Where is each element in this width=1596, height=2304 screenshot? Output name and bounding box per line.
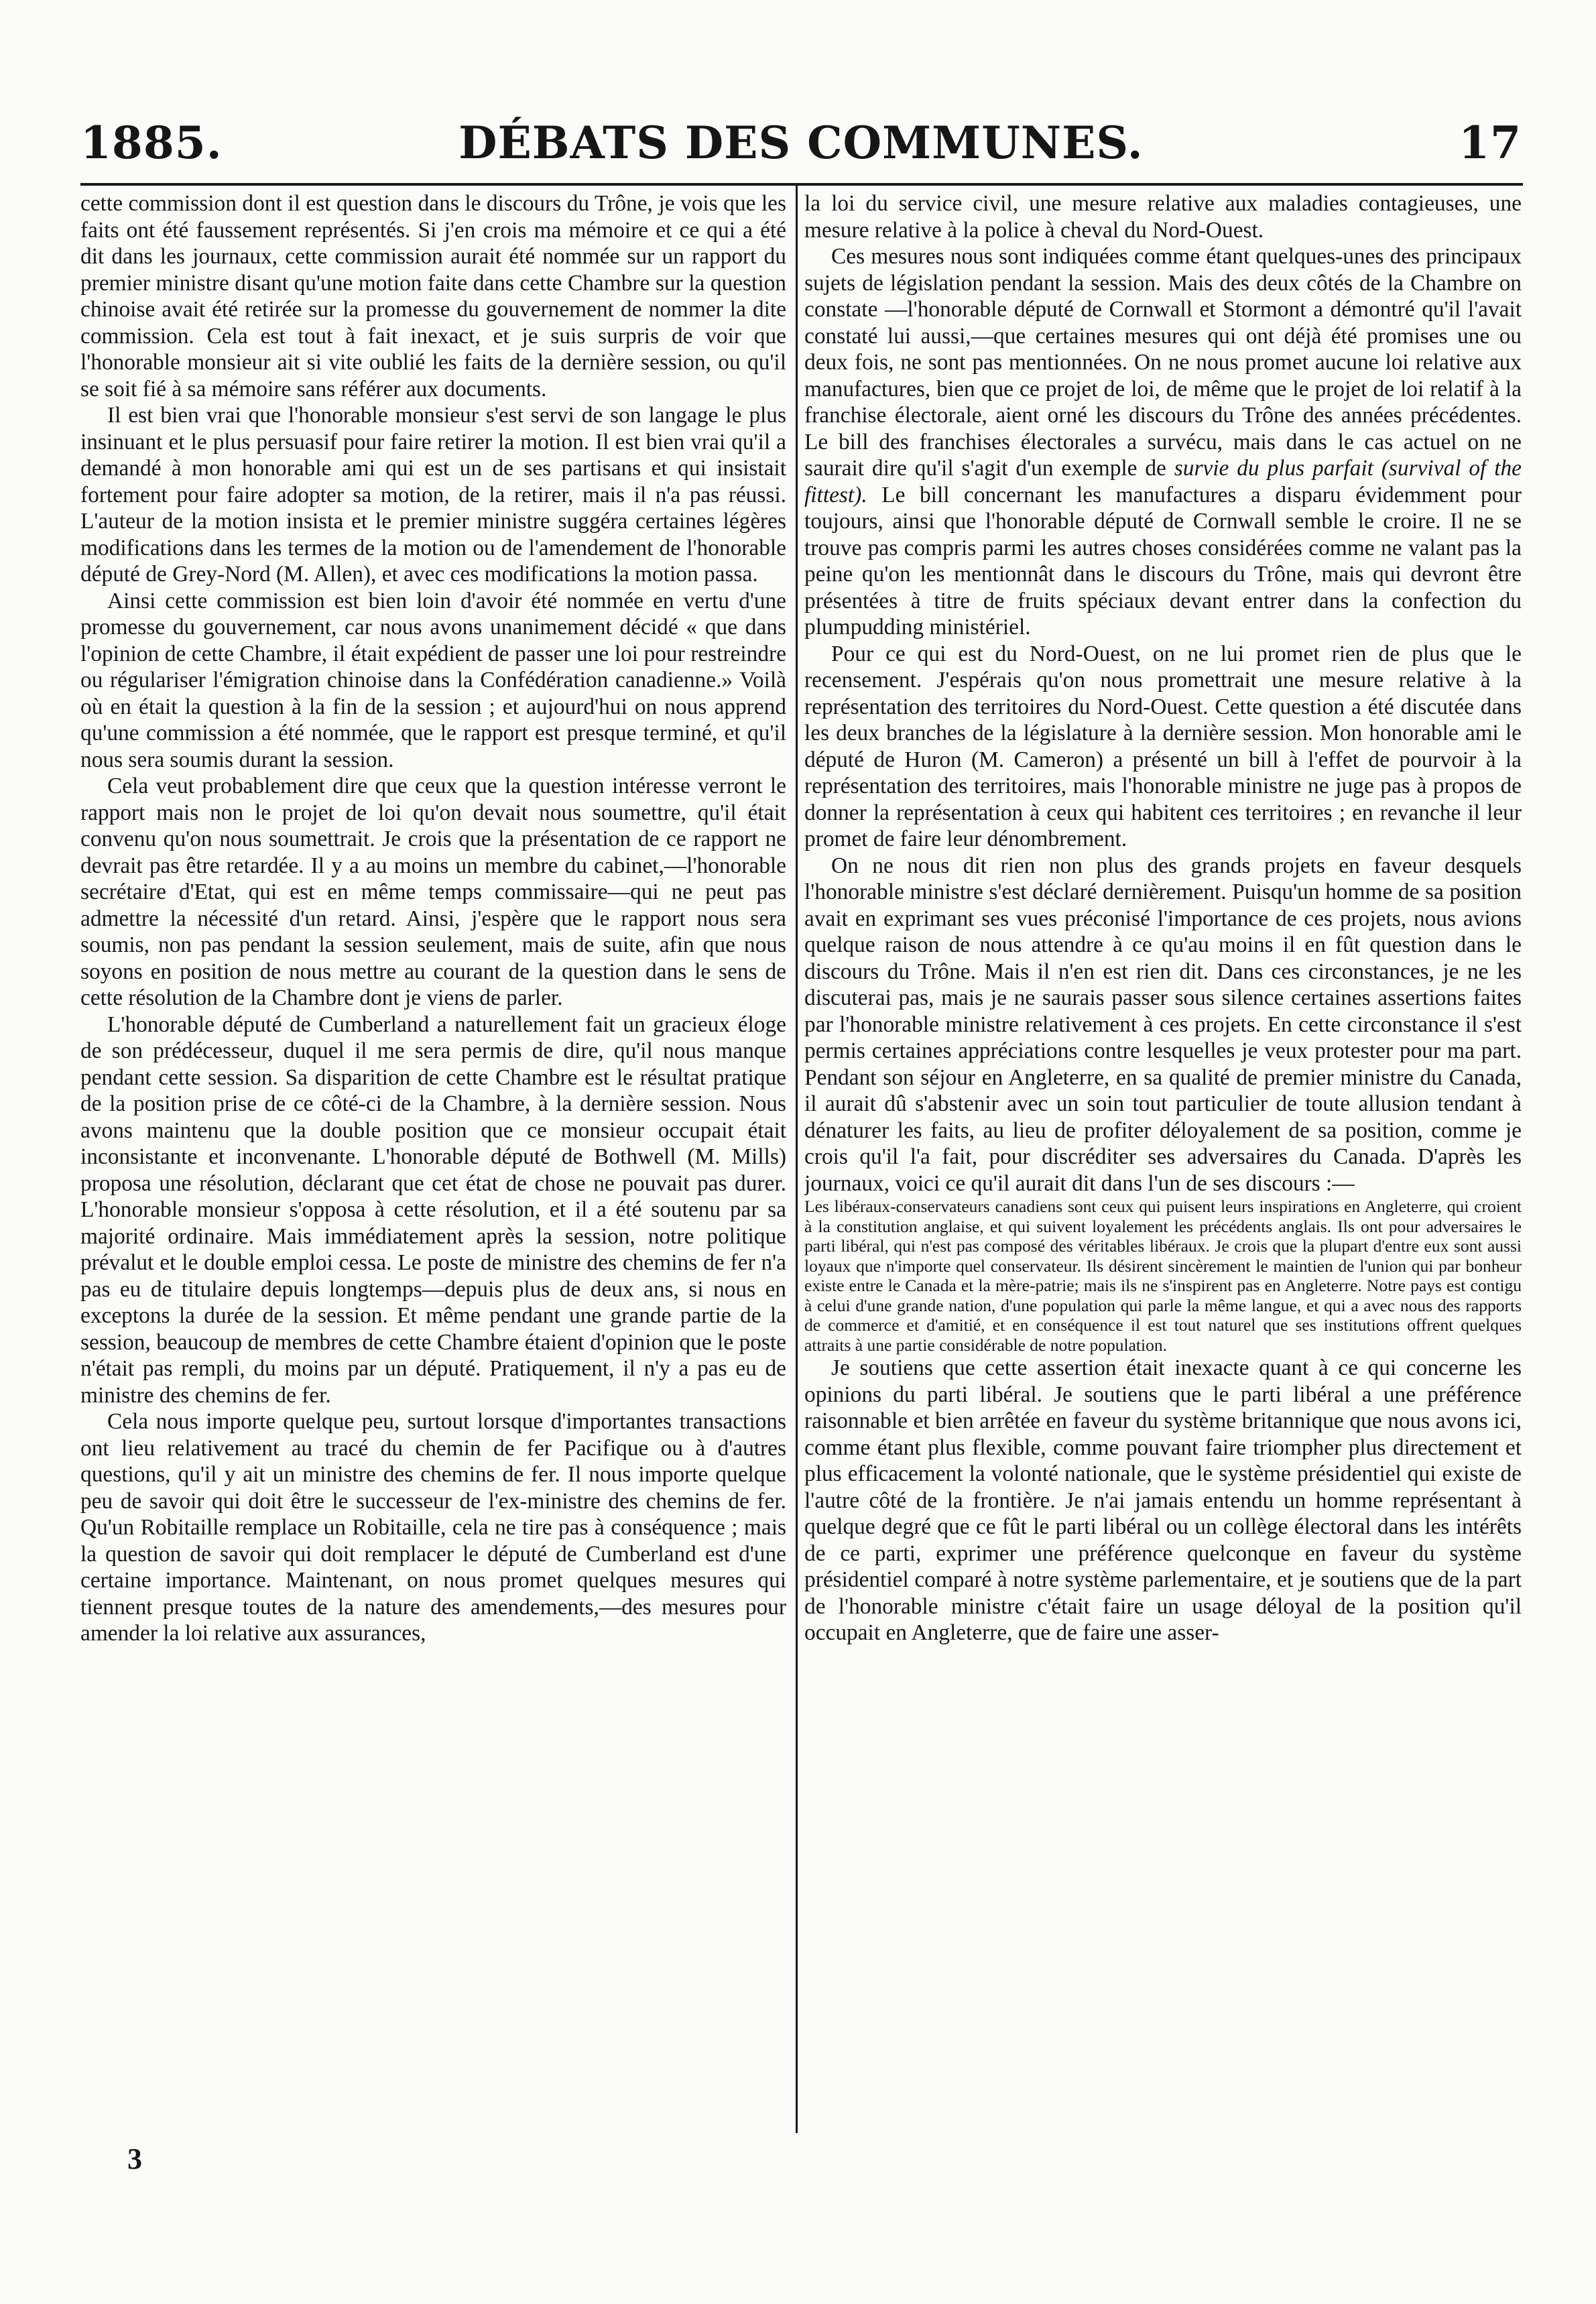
page-header xyxy=(80,106,1522,180)
left-paragraph-3: Ainsi cette commission est bien loin d'avoir été nommée en vertu d'une promesse du gouvernement, car nous avons unanimement décidé « que dans l'opinion de cette Chambre, il était expédient de passer une loi pour restreindre ou régulariser l'émigration chinoise dans la Confédération canadienne.» Voilà où en était la question à la fin de la session ; et aujourd'hui on nous apprend qu'une commission a été nommée, que le rapport est presque terminé, et qu'il nous sera soumis durant la session. xyxy=(80,588,786,772)
right-paragraph-5: Je soutiens que cette assertion était inexacte quant à ce qui concerne les opinions du parti libéral. Je soutiens que le parti libéral a une préférence raisonnable et bien arrêtée en faveur du système britannique que nous avons ici, comme étant plus flexible, comme pouvant faire triompher plus directement et plus efficacement la volonté nationale, que le système présidentiel qui existe de l'autre côté de la frontière. Je n'ai jamais entendu un homme représentant à quelque degré que ce fût le parti libéral ou un collège électoral dans les intérêts de ce parti, exprimer une préférence quelconque en faveur du système présidentiel comparé à notre système parlementaire, et je soutiens que de la part de l'honorable ministre c'était faire un usage déloyal de la position qu'il occupait en Angleterre, que de faire une asser- xyxy=(804,1355,1522,1645)
right-paragraph-2-italic: survie du plus parfait (survival of the fittest). xyxy=(804,456,1522,507)
left-paragraph-5: L'honorable député de Cumberland a naturellement fait un gracieux éloge de son prédécesseur, duquel il me sera permis de dire, qu'il nous manque pendant cette session. Sa disparition de cette Chambre est le résultat pratique de la position prise de ce côté-ci de la Chambre, à la dernière session. Nous avons maintenu que la double position que ce monsieur occupait était inconsistante et inconvenante. L'honorable député de Bothwell (M. Mills) proposa une résolution, déclarant que cet état de chose ne pouvait pas durer. L'honorable monsieur s'opposa à cette résolution, et il a été soutenu par sa majorité ordinaire. Mais immédiatement après la session, notre politique prévalut et le double emploi cessa. Le poste de ministre des chemins de fer n'a pas eu de titulaire depuis longtemps—depuis plus de deux ans, si nous en exceptons la durée de la session. Et même pendant une grande partie de la session, beaucoup de membres de cette Chambre étaient d'opinion que le poste n'était pas rempli, du moins par un député. Pratiquement, il n'y a pas eu de ministre des chemins de fer. xyxy=(80,1012,786,1408)
header-rule xyxy=(80,183,1523,186)
block-quote: Les libéraux-conservateurs canadiens sont ceux qui puisent leurs inspirations en Angleterre, qui croient à la constitution anglaise, et qui suivent loyalement les précédents anglais. Ils ont pour adversaires le parti libéral, qui n'est pas composé des véritables libéraux. Je crois que la plupart d'entre eux sont aussi loyaux que n'importe quel conservateur. Ils désirent sincèrement le maintien de l'union qui par bonheur existe entre le Canada et la mère-patrie; mais ils ne s'inspirent pas en Angleterre. Notre pays est contigu à celui d'une grande nation, d'une population qui parle la même langue, et qui a avec nous des rapports de commerce et d'amitié, et en conséquence il est tout naturel que ses institutions offrent quelques attraits à une partie considérable de notre population. xyxy=(804,1197,1522,1355)
right-column xyxy=(804,190,1522,2148)
left-paragraph-6: Cela nous importe quelque peu, surtout lorsque d'importantes transactions ont lieu relativement au tracé du chemin de fer Pacifique ou à d'autres questions, qu'il y ait un ministre des chemins de fer. Il nous importe quelque peu de savoir qui doit être le successeur de l'ex-ministre des chemins de fer. Qu'un Robitaille remplace un Robitaille, cela ne tire pas à conséquence ; mais la question de savoir qui doit remplacer le député de Cumberland est d'une certaine importance. Maintenant, on nous promet quelques mesures qui tiennent presque toutes de la nature des amendements,—des mesures pour amender la loi relative aux assurances, xyxy=(80,1409,786,1646)
right-paragraph-2-tail: Le bill concernant les manufactures a disparu évidemment pour toujours, ainsi que l'honorable député de Cornwall semble le croire. Il ne se trouve pas compris parmi les autres choses considérées comme ne valant pas la peine qu'on les mentionnât dans le discours du Trône, mais qui devront être présentées à titre de fruits spéciaux devant entrer dans la confection du plumpudding ministériel. xyxy=(804,482,1522,640)
right-paragraph-2 xyxy=(804,243,1522,641)
right-paragraph-4: On ne nous dit rien non plus des grands projets en faveur desquels l'honorable ministre s'est déclaré dernièrement. Puisqu'un homme de sa position avait en exprimant ses vues préconisé l'importance de ces projets, nous avions quelque raison de nous attendre à ce qu'au moins il en fût question dans le discours du Trône. Mais il n'en est rien dit. Dans ces circonstances, je ne les discuterai pas, mais je ne saurais passer sous silence certaines assertions faites par l'honorable ministre relativement à ces projets. En cette circonstance il s'est permis certaines appréciations contre lesquelles je veux protester pour ma part. Pendant son séjour en Angleterre, en sa qualité de premier ministre du Canada, il aurait dû s'abstenir avec un soin tout particulier de toute allusion tendant à dénaturer les faits, au lieu de profiter déloyalement de sa position, comme je crois qu'il l'a fait, pour discréditer ses adversaires du Canada. D'après les journaux, voici ce qu'il aurait dit dans l'un de ses discours :— xyxy=(804,853,1522,1196)
left-paragraph-4: Cela veut probablement dire que ceux que la question intéresse verront le rapport mais non le projet de loi qu'on devait nous soumettre, qu'il était convenu qu'on nous soumettrait. Je crois que la présentation de ce rapport ne devrait pas être retardée. Il y a au moins un membre du cabinet,—l'honorable secrétaire d'Etat, qui est en même temps commissaire—qui ne peut pas admettre la nécessité d'un retard. Ainsi, j'espère que le rapport nous sera soumis, non pas pendant la session seulement, mais de suite, afin que nous soyons en position de nous mettre au courant de la question dans le sens de cette résolution de la Chambre dont je viens de parler. xyxy=(80,774,786,1010)
column-divider xyxy=(796,186,798,2133)
right-paragraph-1: la loi du service civil, une mesure relative aux maladies contagieuses, une mesure relative à la police à cheval du Nord-Ouest. xyxy=(804,191,1522,243)
right-paragraph-3: Pour ce qui est du Nord-Ouest, on ne lui promet rien de plus que le recensement. J'espérais qu'on nous promettrait une mesure relative à la représentation des territoires du Nord-Ouest. Cette question a été discutée dans les deux branches de la législature à la dernière session. Mon honorable ami le député de Huron (M. Cameron) a présenté un bill à l'effet de pourvoir à la représentation des territoires, mais l'honorable ministre ne juge pas à propos de donner la représentation à ceux qui habitent ces territoires ; en revanche il leur promet de faire leur dénombrement. xyxy=(804,641,1522,851)
signature-mark: 3 xyxy=(127,2142,142,2175)
left-column xyxy=(80,190,786,2148)
header-year: 1885. xyxy=(80,117,223,169)
left-paragraph-1: cette commission dont il est question dans le discours du Trône, je vois que les faits ont été faussement représentés. Si j'en crois ma mémoire et ce qui a été dit dans les journaux, cette commission aurait été nommée sur un rapport du premier ministre disant qu'une motion faite dans cette Chambre sur la question chinoise avait été retirée sur la promesse du gouvernement de nommer la dite commission. Cela est tout à fait inexact, et je suis surpris de voir que l'honorable monsieur ait si vite oublié les faits de la dernière session, ou qu'il se soit fié à sa mémoire sans référer aux documents. xyxy=(80,191,786,402)
header-title: DÉBATS DES COMMUNES. xyxy=(458,117,1144,169)
header-page-number: 17 xyxy=(1459,117,1522,169)
right-paragraph-2-text: Ces mesures nous sont indiquées comme étant quelques-unes des principaux sujets de législation pendant la session. Mais des deux côtés de la Chambre on constate —l'honorable député de Cornwall et Stormont a démontré qu'il l'avait constaté lui aussi,—que certaines mesures qui ont déjà été promises une ou deux fois, ne sont pas mentionnées. On ne nous promet aucune loi relative aux manufactures, bien que ce projet de loi, de même que le projet de loi relatif à la franchise électorale, aient orné les discours du Trône des années précédentes. Le bill des franchises électorales a survécu, mais dans le cas actuel on ne saurait dire qu'il s'agit d'un exemple de xyxy=(804,244,1522,481)
left-paragraph-2: Il est bien vrai que l'honorable monsieur s'est servi de son langage le plus insinuant et le plus persuasif pour faire retirer la motion. Il est bien vrai qu'il a demandé à mon honorable ami qui est un de ses partisans et qui insistait fortement pour faire adopter sa motion, de la retirer, mais il n'a pas réussi. L'auteur de la motion insista et le premier ministre suggéra certaines légères modifications dans les termes de la motion ou de l'amendement de l'honorable député de Grey-Nord (M. Allen), et avec ces modifications la motion passa. xyxy=(80,403,786,587)
